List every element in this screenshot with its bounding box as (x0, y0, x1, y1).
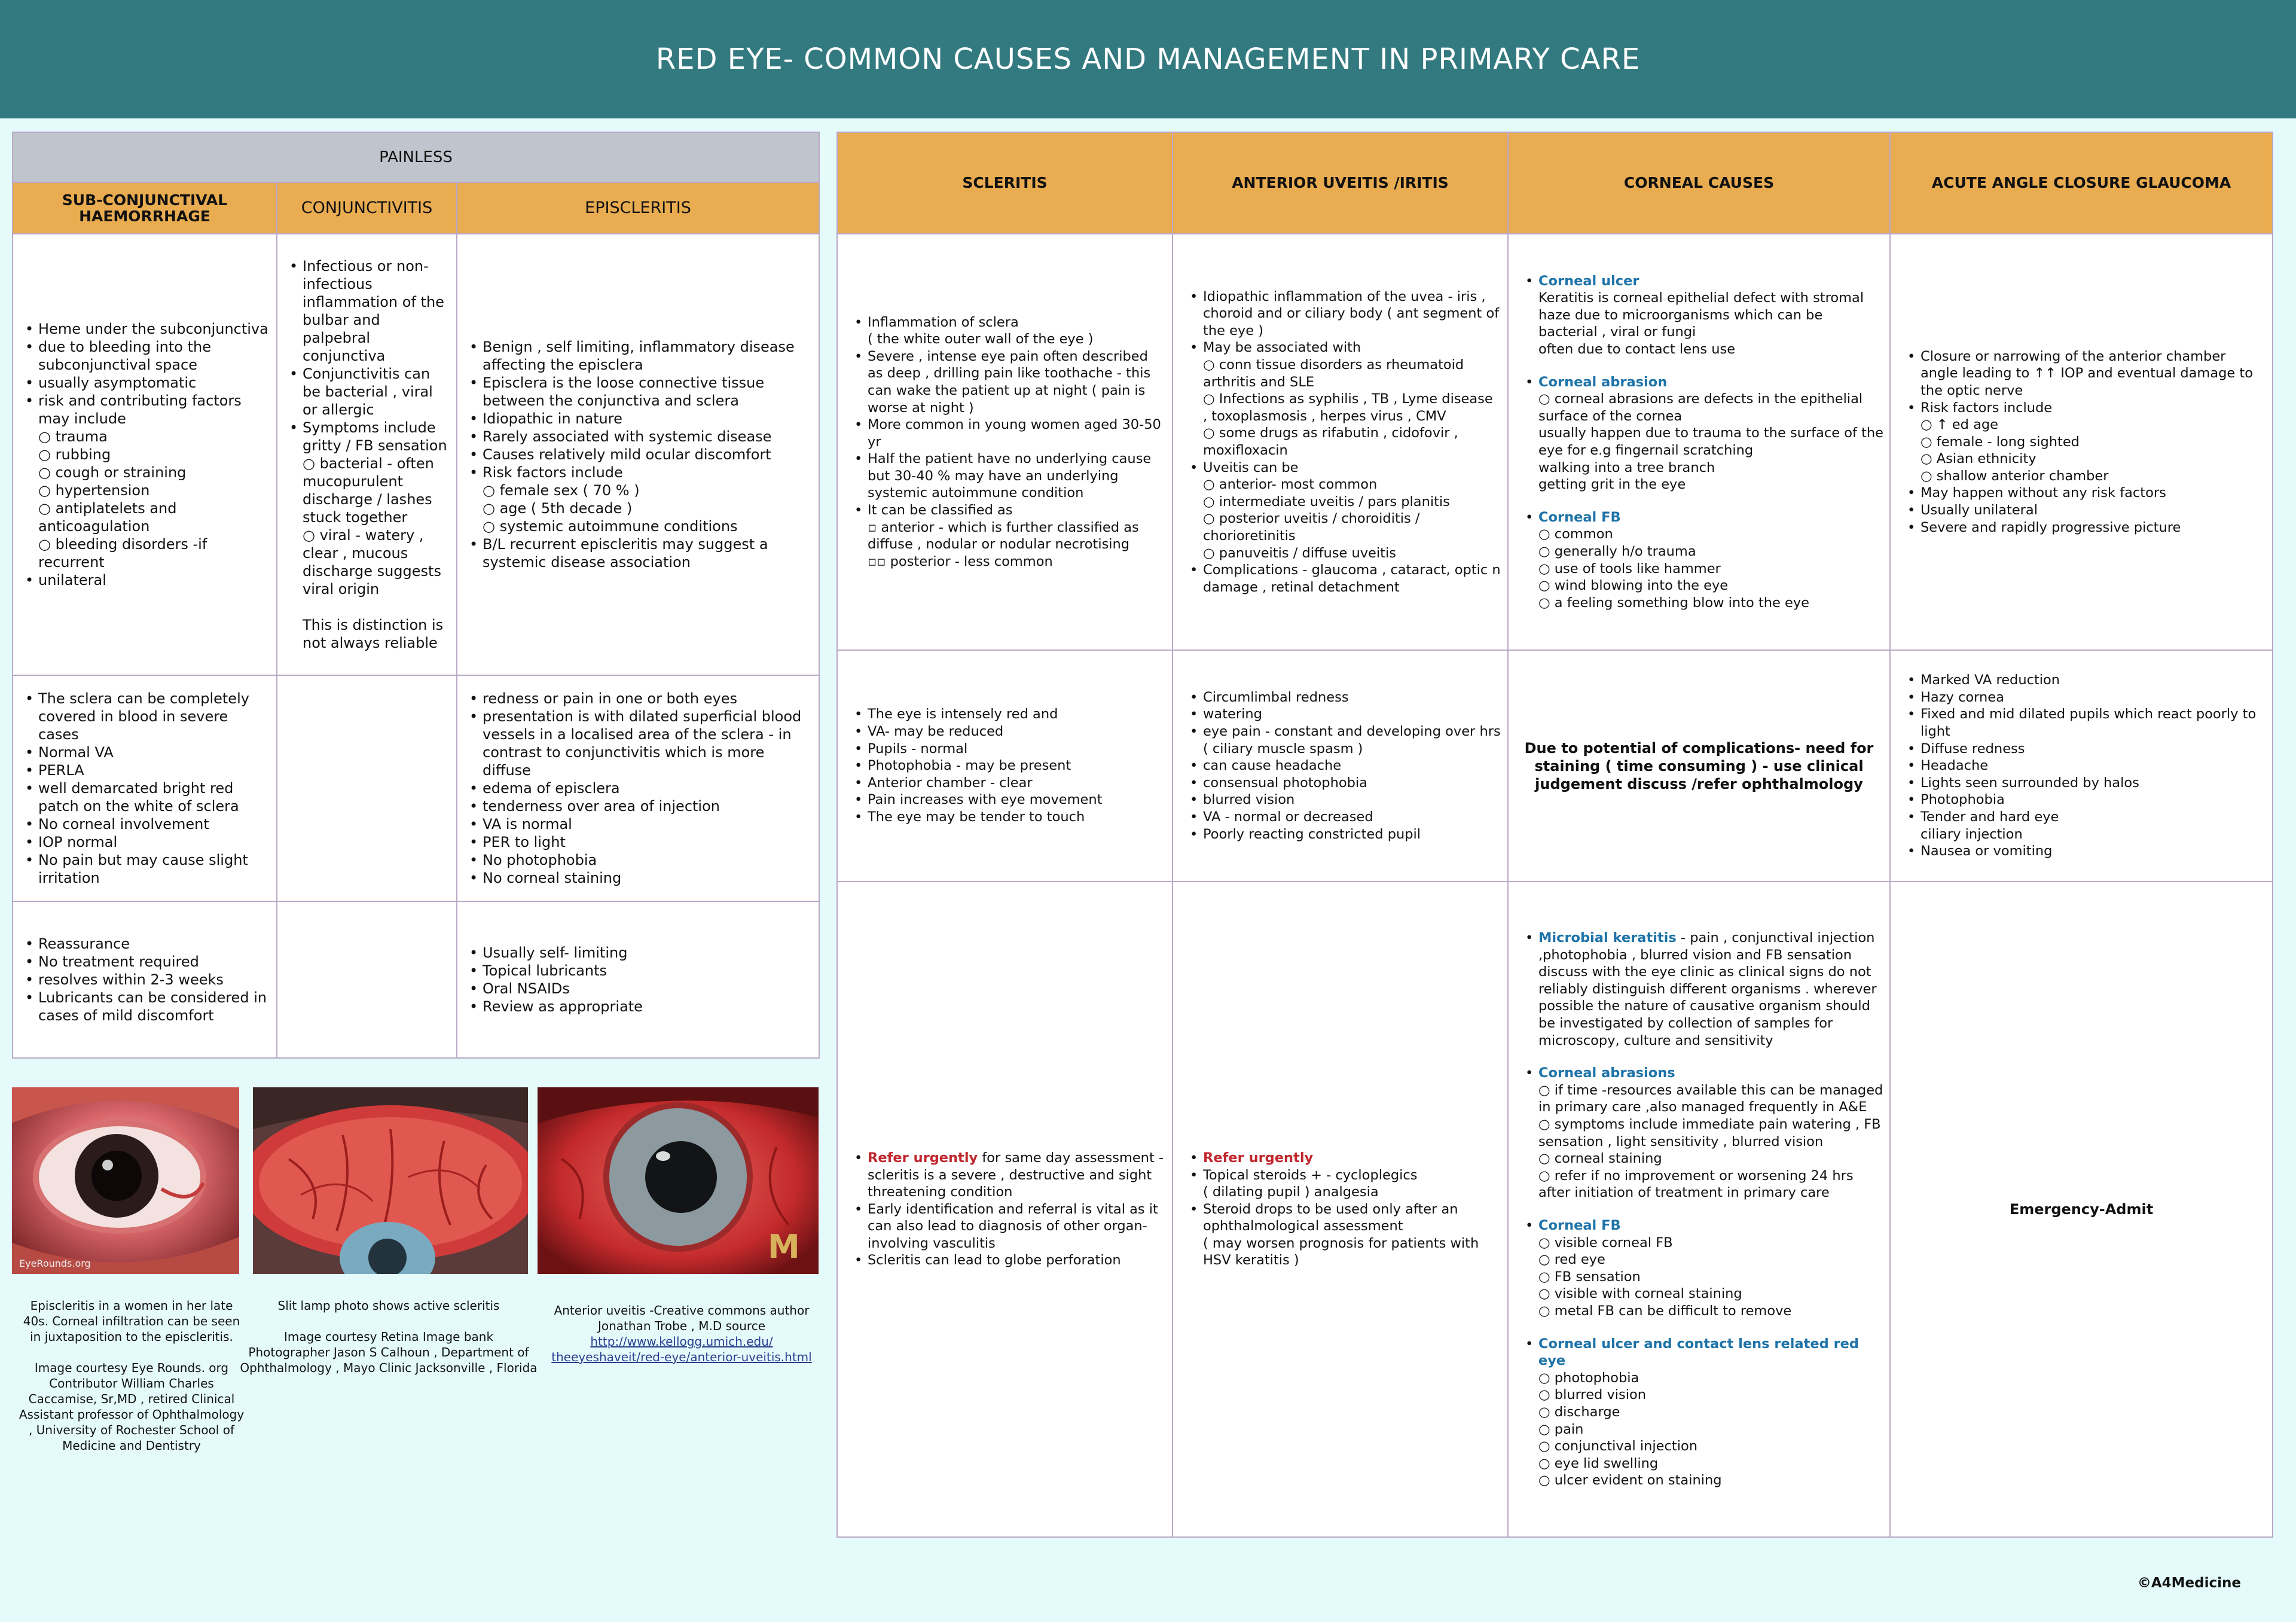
episcleritis-photo (12, 1087, 239, 1274)
list-item: • Infectious or non-infectious inflammation of the bulbar and palpebral conjunctiva (283, 257, 451, 365)
section-item (1519, 1065, 1883, 1202)
list-item: • due to bleeding into the subconjunctival space (19, 338, 271, 374)
list-item: • Causes relatively mild ocular discomfort (463, 446, 814, 464)
list-item: • Circumlimbal redness (1184, 689, 1501, 706)
glaucoma-overview-cell (1890, 234, 2273, 650)
section-title: Corneal ulcer (1538, 273, 1639, 289)
list-item: • Inflammation of sclera ( the white outer wall of the eye ) (848, 314, 1166, 348)
list-item: • Pupils - normal (848, 740, 1166, 758)
section-text: ○ if time -resources available this can be managed in primary care ,also managed frequently in A&E ○ symptoms include immediate pain watering , FB sensation , light sensitivity , blurred vision ○ corneal staining ○ refer if no improvement or worsening 24 hrs after initiation of treatment in primary care (1538, 1082, 1883, 1201)
section-text: ○ corneal abrasions are defects in the epithelial surface of the cornea usually happen due to trauma to the surface of the eye for e.g fingernail scratching walking into a tree branch getting grit in the eye (1538, 391, 1884, 493)
uveitis-management-cell (1173, 882, 1508, 1537)
painless-table (12, 132, 820, 1059)
scleritis-photo (253, 1087, 528, 1274)
list-item: • Half the patient have no underlying cause but 30-40 % may have an underlying systemic autoimmune condition (848, 450, 1166, 502)
section-title: Corneal ulcer and contact lens related red eye (1538, 1336, 1860, 1369)
list-item: • Risk factors include ○ ↑ ed age ○ female - long sighted ○ Asian ethnicity ○ shallow anterior chamber (1901, 400, 2266, 485)
list-item: • Lights seen surrounded by halos (1901, 775, 2266, 792)
col-header-glaucoma: ACUTE ANGLE CLOSURE GLAUCOMA (1890, 132, 2273, 234)
list-item: • Severe and rapidly progressive picture (1901, 519, 2266, 536)
glaucoma-management-cell (1890, 882, 2273, 1537)
list-item: • Conjunctivitis can be bacterial , viral or allergic (283, 365, 451, 419)
section-item (1519, 929, 1883, 1049)
list-item: • PERLA (19, 761, 271, 779)
uveitis-signs-cell (1173, 650, 1508, 882)
list-item: • edema of episclera (463, 779, 814, 797)
scleritis-caption: Slit lamp photo shows active scleritis Image courtesy Retina Image bank Photographer Jason S Calhoun , Department of Ophthalmology , Mayo Clinic Jacksonville , Florida (240, 1298, 538, 1375)
conj-signs-cell (277, 675, 457, 901)
corneal-overview-cell (1508, 234, 1890, 650)
list-item: • Risk factors include ○ female sex ( 70 % ) ○ age ( 5th decade ) ○ systemic autoimmune conditions (463, 464, 814, 535)
corneal-signs-text: Due to potential of complications- need for staining ( time consuming ) - use clinical judgement discuss /refer ophthalmology (1524, 739, 1874, 792)
list-item: • Usually self- limiting (463, 944, 814, 962)
list-item: • consensual photophobia (1184, 775, 1501, 792)
scleritis-refer-item (848, 1150, 1166, 1201)
list-item: • VA - normal or decreased (1184, 809, 1501, 826)
list-item: • Reassurance (19, 935, 271, 953)
conj-overview-cell (277, 234, 457, 675)
col-header-corneal: CORNEAL CAUSES (1508, 132, 1890, 234)
list-item: • Fixed and mid dilated pupils which react poorly to light (1901, 706, 2266, 740)
list-item: • The eye may be tender to touch (848, 809, 1166, 826)
list-item: • Closure or narrowing of the anterior chamber angle leading to ↑↑ IOP and eventual damage to the optic nerve (1901, 348, 2266, 400)
refer-urgently-label: Refer urgently (1203, 1150, 1314, 1166)
uveitis-source-link[interactable]: http://www.kellogg.umich.edu/ theeyeshaveit/red-eye/anterior-uveitis.html (551, 1334, 812, 1364)
list-item: • Lubricants can be considered in cases of mild discomfort (19, 989, 271, 1025)
list-item: • VA- may be reduced (848, 723, 1166, 740)
scleritis-signs-cell (837, 650, 1173, 882)
section-text: ○ visible corneal FB ○ red eye ○ FB sensation ○ visible with corneal staining ○ metal FB can be difficult to remove (1538, 1234, 1792, 1319)
section-item (1519, 509, 1883, 612)
uveitis-refer-item (1184, 1150, 1501, 1167)
epi-signs-cell (457, 675, 819, 901)
section-text: Keratitis is corneal epithelial defect with stromal haze due to microorganisms which can be bacterial , viral or fungi often due to contact lens use (1538, 290, 1864, 358)
list-item: • Benign , self limiting, inflammatory disease affecting the episclera (463, 338, 814, 374)
list-item: • Marked VA reduction (1901, 672, 2266, 689)
col-header-uveitis: ANTERIOR UVEITIS /IRITIS (1173, 132, 1508, 234)
eyerounds-watermark: EyeRounds.org (19, 1258, 91, 1269)
refer-urgently-label: Refer urgently (868, 1150, 978, 1166)
section-text: ○ photophobia ○ blurred vision ○ discharge ○ pain ○ conjunctival injection ○ eye lid swelling ○ ulcer evident on staining (1538, 1370, 1722, 1489)
list-item: • The sclera can be completely covered in blood in severe cases (19, 690, 271, 743)
list-item: • Severe , intense eye pain often described as deep , drilling pain like toothache - this can wake the patient up at night ( pain is worse at night ) (848, 348, 1166, 416)
list-item: • May be associated with ○ conn tissue disorders as rheumatoid arthritis and SLE ○ Infections as syphilis , TB , Lyme disease , toxoplasmosis , herpes virus , CMV ○ some drugs as rifabutin , cidofovir , moxifloxacin (1184, 339, 1501, 459)
list-item: • No photophobia (463, 851, 814, 869)
list-item: • Oral NSAIDs (463, 980, 814, 998)
section-item (1519, 273, 1883, 358)
svg-text:M: M (768, 1228, 800, 1266)
conj-management-cell (277, 901, 457, 1058)
list-item: • Complications - glaucoma , cataract, optic n damage , retinal detachment (1184, 562, 1501, 596)
painful-table (836, 132, 2273, 1538)
list-item: • It can be classified as ▫ anterior - which is further classified as diffuse , nodular or nodular necrotising ▫▫ posterior - less common (848, 502, 1166, 570)
sch-overview-cell (13, 234, 277, 675)
list-item: • Headache (1901, 757, 2266, 775)
list-item: • The eye is intensely red and (848, 706, 1166, 723)
corneal-management-cell (1508, 882, 1890, 1537)
glaucoma-signs-cell (1890, 650, 2273, 882)
col-header-scleritis: SCLERITIS (837, 132, 1173, 234)
list-item: • Diffuse redness (1901, 740, 2266, 758)
section-title: Corneal abrasions (1538, 1065, 1675, 1081)
list-item: • Review as appropriate (463, 998, 814, 1016)
sch-management-cell (13, 901, 277, 1058)
list-item: • Pain increases with eye movement (848, 791, 1166, 809)
list-item: • unilateral (19, 571, 271, 589)
section-title: Corneal FB (1538, 1218, 1621, 1233)
list-item: • Scleritis can lead to globe perforation (848, 1252, 1166, 1269)
section-item (1519, 374, 1883, 493)
list-item: • Poorly reacting constricted pupil (1184, 826, 1501, 843)
list-item: • Symptoms include gritty / FB sensation ○ bacterial - often mucopurulent discharge / lashes stuck together ○ viral - watery , clear , mucous discharge suggests viral origin This is distinction is not always reliable (283, 419, 451, 652)
col-header-sch: SUB-CONJUNCTIVAL HAEMORRHAGE (13, 182, 277, 234)
scleritis-overview-cell (837, 234, 1173, 650)
section-text: - pain , conjunctival injection ,photophobia , blurred vision and FB sensation discuss with the eye clinic as clinical signs do not reliably distinguish different organisms . wherever possible the nature of causative organism should be investigated by collection of samples for microscopy, culture and sensitivity (1538, 930, 1877, 1048)
col-header-episcleritis: EPISCLERITIS (457, 182, 819, 234)
list-item: • PER to light (463, 833, 814, 851)
section-item (1519, 1217, 1883, 1320)
list-item: • No corneal staining (463, 869, 814, 887)
list-item: • Early identification and referral is vital as it can also lead to diagnosis of other organ-involving vasculitis (848, 1201, 1166, 1252)
col-header-conjunctivitis: CONJUNCTIVITIS (277, 182, 457, 234)
list-item: • risk and contributing factors may include ○ trauma ○ rubbing ○ cough or straining ○ hypertension ○ antiplatelets and anticoagulation ○ bleeding disorders -if recurrent (19, 392, 271, 571)
painless-heading: PAINLESS (13, 132, 819, 182)
section-text: ○ common ○ generally h/o trauma ○ use of tools like hammer ○ wind blowing into the eye ○ a feeling something blow into the eye (1538, 526, 1809, 611)
list-item: • blurred vision (1184, 791, 1501, 809)
uveitis-overview-cell (1173, 234, 1508, 650)
list-item: • More common in young women aged 30-50 yr (848, 416, 1166, 450)
scleritis-management-cell (837, 882, 1173, 1537)
list-item: • Usually unilateral (1901, 502, 2266, 519)
list-item: • well demarcated bright red patch on the white of sclera (19, 779, 271, 815)
list-item: • presentation is with dilated superficial blood vessels in a localised area of the sclera - in contrast to conjunctivitis which is more diffuse (463, 708, 814, 779)
list-item: • Topical steroids + - cycloplegics ( dilating pupil ) analgesia (1184, 1167, 1501, 1201)
list-item: • Normal VA (19, 743, 271, 761)
list-item: • Uveitis can be ○ anterior- most common ○ intermediate uveitis / pars planitis ○ posterior uveitis / choroiditis / chorioretinitis ○ panuveitis / diffuse uveitis (1184, 459, 1501, 562)
list-item: • usually asymptomatic (19, 374, 271, 392)
list-item: • B/L recurrent episcleritis may suggest a systemic disease association (463, 535, 814, 571)
epi-overview-cell (457, 234, 819, 675)
episcleritis-caption: Episcleritis in a women in her late 40s. Corneal infiltration can be seen in juxtaposition to the episcleritis. Image courtesy Eye Rounds. org Contributor William Charles Caccamise, Sr,MD , retired Clinical Assistant professor of Ophthalmology , University of Rochester School of Medicine and Dentistry (19, 1298, 245, 1453)
list-item: • eye pain - constant and developing over hrs ( ciliary muscle spasm ) (1184, 723, 1501, 757)
list-item: • Tender and hard eye ciliary injection (1901, 809, 2266, 843)
section-title: Corneal abrasion (1538, 374, 1668, 390)
page-title: RED EYE- COMMON CAUSES AND MANAGEMENT IN PRIMARY CARE (655, 42, 1641, 76)
list-item: • IOP normal (19, 833, 271, 851)
list-item: • Steroid drops to be used only after an ophthalmological assessment ( may worsen prognosis for patients with HSV keratitis ) (1184, 1201, 1501, 1269)
list-item: • watering (1184, 706, 1501, 723)
list-item: • Idiopathic in nature (463, 410, 814, 428)
list-item: • tenderness over area of injection (463, 797, 814, 815)
list-item: • May happen without any risk factors (1901, 484, 2266, 502)
list-item: • No pain but may cause slight irritation (19, 851, 271, 887)
glaucoma-management-text: Emergency-Admit (2009, 1201, 2154, 1218)
list-item: • Topical lubricants (463, 962, 814, 980)
list-item: • Nausea or vomiting (1901, 843, 2266, 860)
list-item: • Photophobia - may be present (848, 757, 1166, 775)
list-item: • Episclera is the loose connective tissue between the conjunctiva and sclera (463, 374, 814, 410)
list-item: • No treatment required (19, 953, 271, 971)
list-item: • redness or pain in one or both eyes (463, 690, 814, 708)
list-item: • resolves within 2-3 weeks (19, 971, 271, 989)
list-item: • Photophobia (1901, 791, 2266, 809)
list-item: • Rarely associated with systemic disease (463, 428, 814, 446)
uveitis-caption (544, 1303, 819, 1365)
sch-signs-cell (13, 675, 277, 901)
refer-reason: for same day assessment - scleritis is a severe , destructive and sight threatening condition (868, 1150, 1164, 1200)
list-item: • No corneal involvement (19, 815, 271, 833)
section-title: Corneal FB (1538, 509, 1621, 525)
epi-management-cell (457, 901, 819, 1058)
list-item: • Anterior chamber - clear (848, 775, 1166, 792)
copyright: ©A4Medicine (2137, 1575, 2241, 1591)
list-item: • Idiopathic inflammation of the uvea - iris , choroid and or ciliary body ( ant segment of the eye ) (1184, 288, 1501, 340)
list-item: • can cause headache (1184, 757, 1501, 775)
title-banner (0, 0, 2296, 118)
list-item: • VA is normal (463, 815, 814, 833)
section-title: Microbial keratitis (1538, 930, 1677, 946)
list-item: • Hazy cornea (1901, 689, 2266, 706)
anterior-uveitis-photo (538, 1087, 819, 1274)
uveitis-caption-text: Anterior uveitis -Creative commons author Jonathan Trobe , M.D source (554, 1303, 810, 1333)
list-item: • Heme under the subconjunctiva (19, 320, 271, 338)
corneal-signs-cell (1508, 650, 1890, 882)
section-item (1519, 1336, 1883, 1489)
